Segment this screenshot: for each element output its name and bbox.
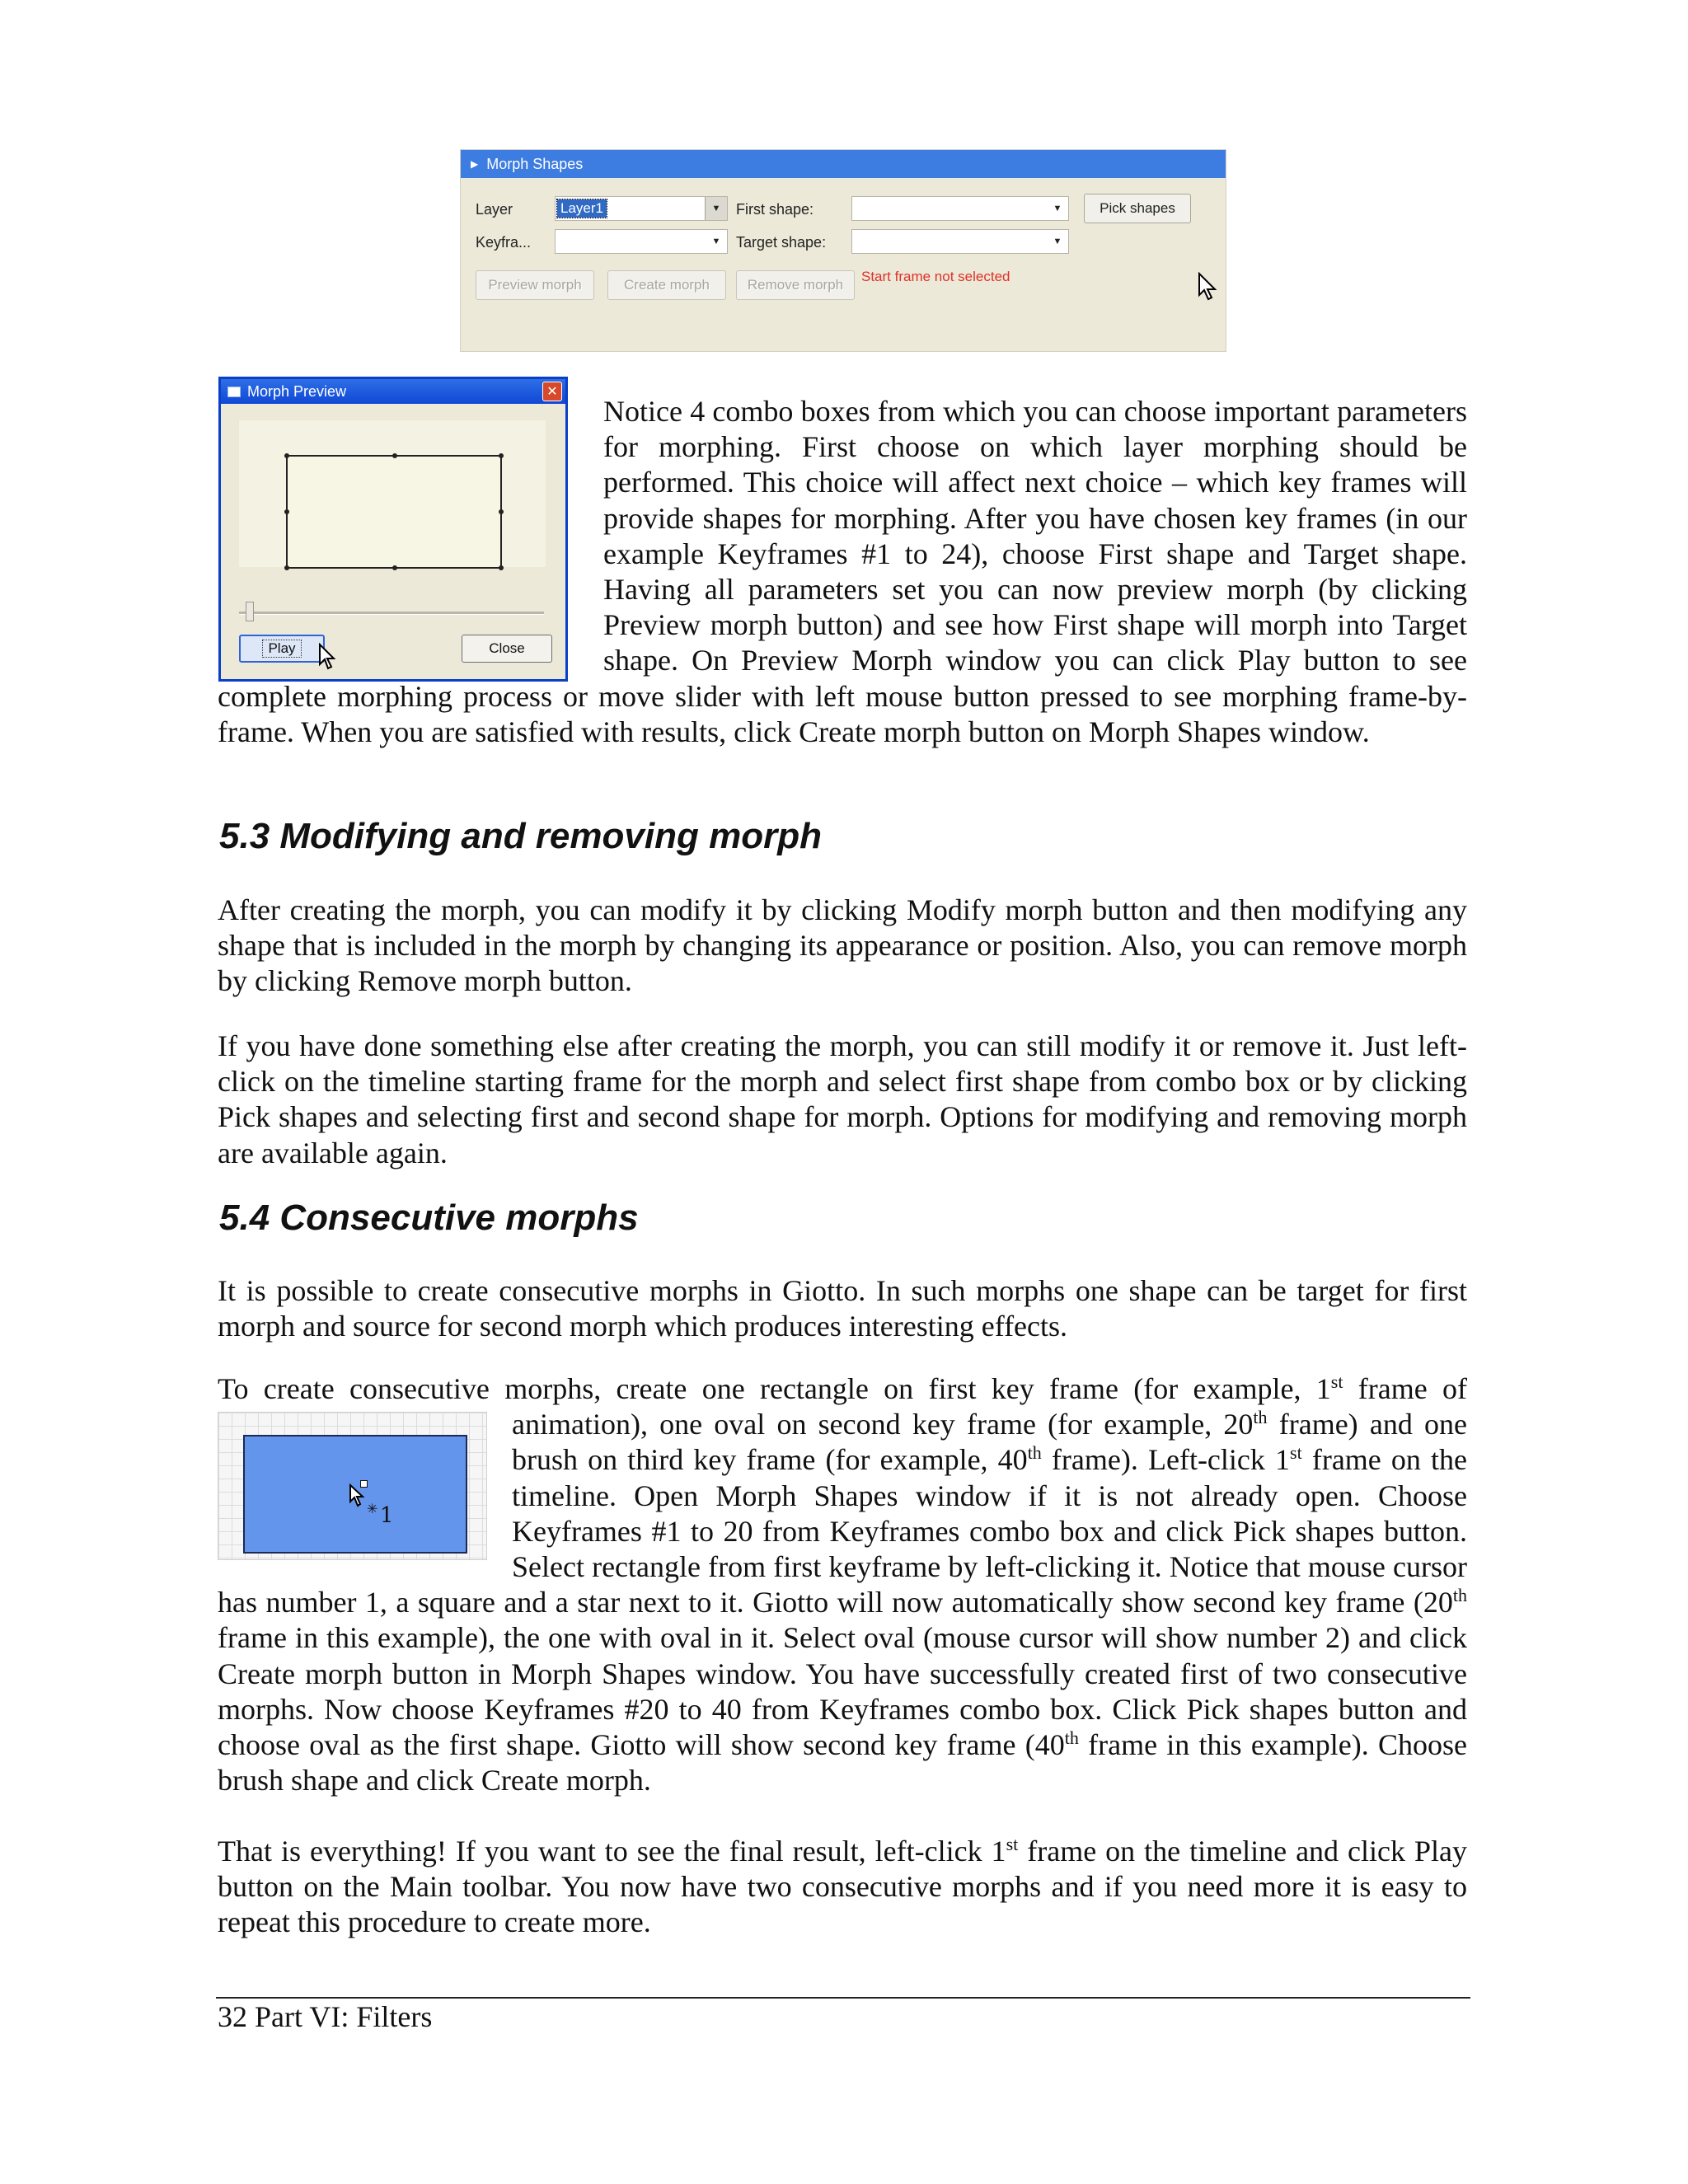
- chevron-down-icon[interactable]: ▼: [1053, 237, 1062, 246]
- text-run: frame on the timeline and click Play button on the Main toolbar. You now have two consecutive morphs and if you need more it is easy to repeat this procedure to create more.: [218, 1835, 1467, 1939]
- paragraph-modify-morph: After creating the morph, you can modify it by clicking Modify morph button and then modifying any shape that is included in the morph by changing its appearance or position. Also, you can remove morph by clicking Remove morph button.: [218, 893, 1467, 998]
- preview-float-spacer: [218, 394, 603, 677]
- morph-shapes-titlebar[interactable]: [461, 150, 1226, 178]
- paragraph-consecutive-steps: [218, 1371, 1467, 1798]
- section-heading-5-3: 5.3 Modifying and removing morph: [219, 816, 822, 856]
- section-heading-5-4: 5.4 Consecutive morphs: [219, 1197, 639, 1238]
- ordinal-suffix: th: [1027, 1442, 1042, 1464]
- text-run: frame in this example), the one with oval in it. Select oval (mouse cursor will show number 2) and click Create morph button in Morph Shapes window. You have successfully created first of two consecutive morphs. Now choose Keyframes #20 to 40 from Keyframes combo box. Click Pick shapes button and choose oval as the first shape. Giotto will show second key frame (40: [218, 1621, 1467, 1762]
- mouse-pointer-icon: [1198, 272, 1219, 302]
- keyframes-label: Keyfra...: [476, 234, 532, 251]
- layer-selected-value: Layer1: [557, 199, 607, 218]
- text-run: frame in this example). Choose brush shape and click Create morph.: [218, 1728, 1467, 1797]
- pick-shapes-label: Pick shapes: [1100, 200, 1175, 216]
- paragraph-modify-again: If you have done something else after creating the morph, you can still modify it or remove it. Just left-click on the timeline starting frame for the morph and select first shape from combo box or by clicking Pick shapes and selecting first and second shape for morph. Options for modifying and removing morph are available again.: [218, 1029, 1467, 1169]
- text-run: That is everything! If you want to see the final result, left-click 1: [218, 1835, 1006, 1868]
- page-footer: 32 Part VI: Filters: [218, 2000, 433, 2033]
- text-run: frame on the timeline. Open Morph Shapes window if it is not already open. Choose Keyframes #1 to 20 from Keyframes combo box and click Pick shapes button. Select rectangle from first keyframe by left-clicking it. Notice that mouse cursor has number 1, a square and a star next to it. Giotto will now automatically show second key frame (20: [218, 1443, 1468, 1619]
- text-run: frame) and one brush on third key frame (for example, 40: [512, 1408, 1467, 1477]
- ordinal-suffix: th: [1452, 1585, 1467, 1606]
- text-run: To create consecutive morphs, create one rectangle on first key frame (for example, 1: [218, 1372, 1331, 1405]
- status-message: Start frame not selected: [861, 269, 1010, 284]
- keyframe-rectangle-figure: [218, 1412, 487, 1560]
- expand-triangle-icon[interactable]: ▶: [471, 158, 479, 170]
- ordinal-suffix: th: [1064, 1727, 1079, 1749]
- ordinal-suffix: st: [1006, 1834, 1019, 1854]
- create-morph-button[interactable]: [607, 270, 726, 300]
- morph-shapes-panel: [460, 149, 1226, 352]
- star-icon: ✳: [367, 1502, 378, 1517]
- square-icon: [360, 1480, 368, 1488]
- cursor-number: 1: [380, 1503, 394, 1529]
- ordinal-suffix: th: [1253, 1407, 1268, 1428]
- chevron-down-icon[interactable]: ▼: [705, 197, 727, 220]
- play-label: Play: [263, 640, 300, 657]
- paragraph-combo-boxes: [218, 394, 1467, 750]
- morph-shapes-title: Morph Shapes: [486, 155, 584, 172]
- pick-shapes-button[interactable]: [1084, 194, 1191, 223]
- layer-combo[interactable]: [555, 196, 728, 221]
- chevron-down-icon[interactable]: ▼: [711, 237, 721, 246]
- first-shape-label: First shape:: [736, 201, 814, 218]
- remove-morph-button[interactable]: [736, 270, 855, 300]
- close-label: Close: [489, 640, 525, 656]
- text-run: frame of animation), one oval on second key frame (for example, 20: [512, 1372, 1467, 1441]
- target-shape-label: Target shape:: [736, 234, 827, 251]
- first-shape-combo[interactable]: [851, 196, 1069, 221]
- chevron-down-icon[interactable]: ▼: [1053, 204, 1062, 213]
- layer-label: Layer: [476, 201, 513, 218]
- paragraph-text: Notice 4 combo boxes from which you can choose important parameters for morphing. First choose on which layer morphing should be performed. This choice will affect next choice – which key frames will provide shapes for morphing. After you have chosen key frames (in our example Keyframes #1 to 24), choose First shape and Target shape. Having all parameters set you can now preview morph (by clicking Preview morph button) and see how First shape will morph into Target shape. On Preview Morph window you can click Play button to see complete morphing process or move slider with left mouse button pressed to see morphing frame-by-frame. When you are satisfied with results, click Create morph button on Morph Shapes window.: [218, 395, 1467, 748]
- close-icon[interactable]: ✕: [542, 382, 562, 401]
- remove-morph-label: Remove morph: [747, 277, 844, 293]
- keyframes-combo[interactable]: [555, 229, 728, 254]
- morph-preview-title: Morph Preview: [247, 382, 347, 400]
- ordinal-suffix: st: [1330, 1371, 1343, 1392]
- target-shape-combo[interactable]: [851, 229, 1069, 254]
- create-morph-label: Create morph: [624, 277, 710, 293]
- preview-morph-label: Preview morph: [488, 277, 582, 293]
- text-run: frame). Left-click 1: [1041, 1443, 1291, 1477]
- ordinal-suffix: st: [1290, 1442, 1302, 1464]
- preview-morph-button[interactable]: [476, 270, 594, 300]
- paragraph-final: [218, 1834, 1467, 1941]
- paragraph-consecutive-intro: It is possible to create consecutive morphs in Giotto. In such morphs one shape can be target for first morph and source for second morph which produces interesting effects.: [218, 1274, 1467, 1343]
